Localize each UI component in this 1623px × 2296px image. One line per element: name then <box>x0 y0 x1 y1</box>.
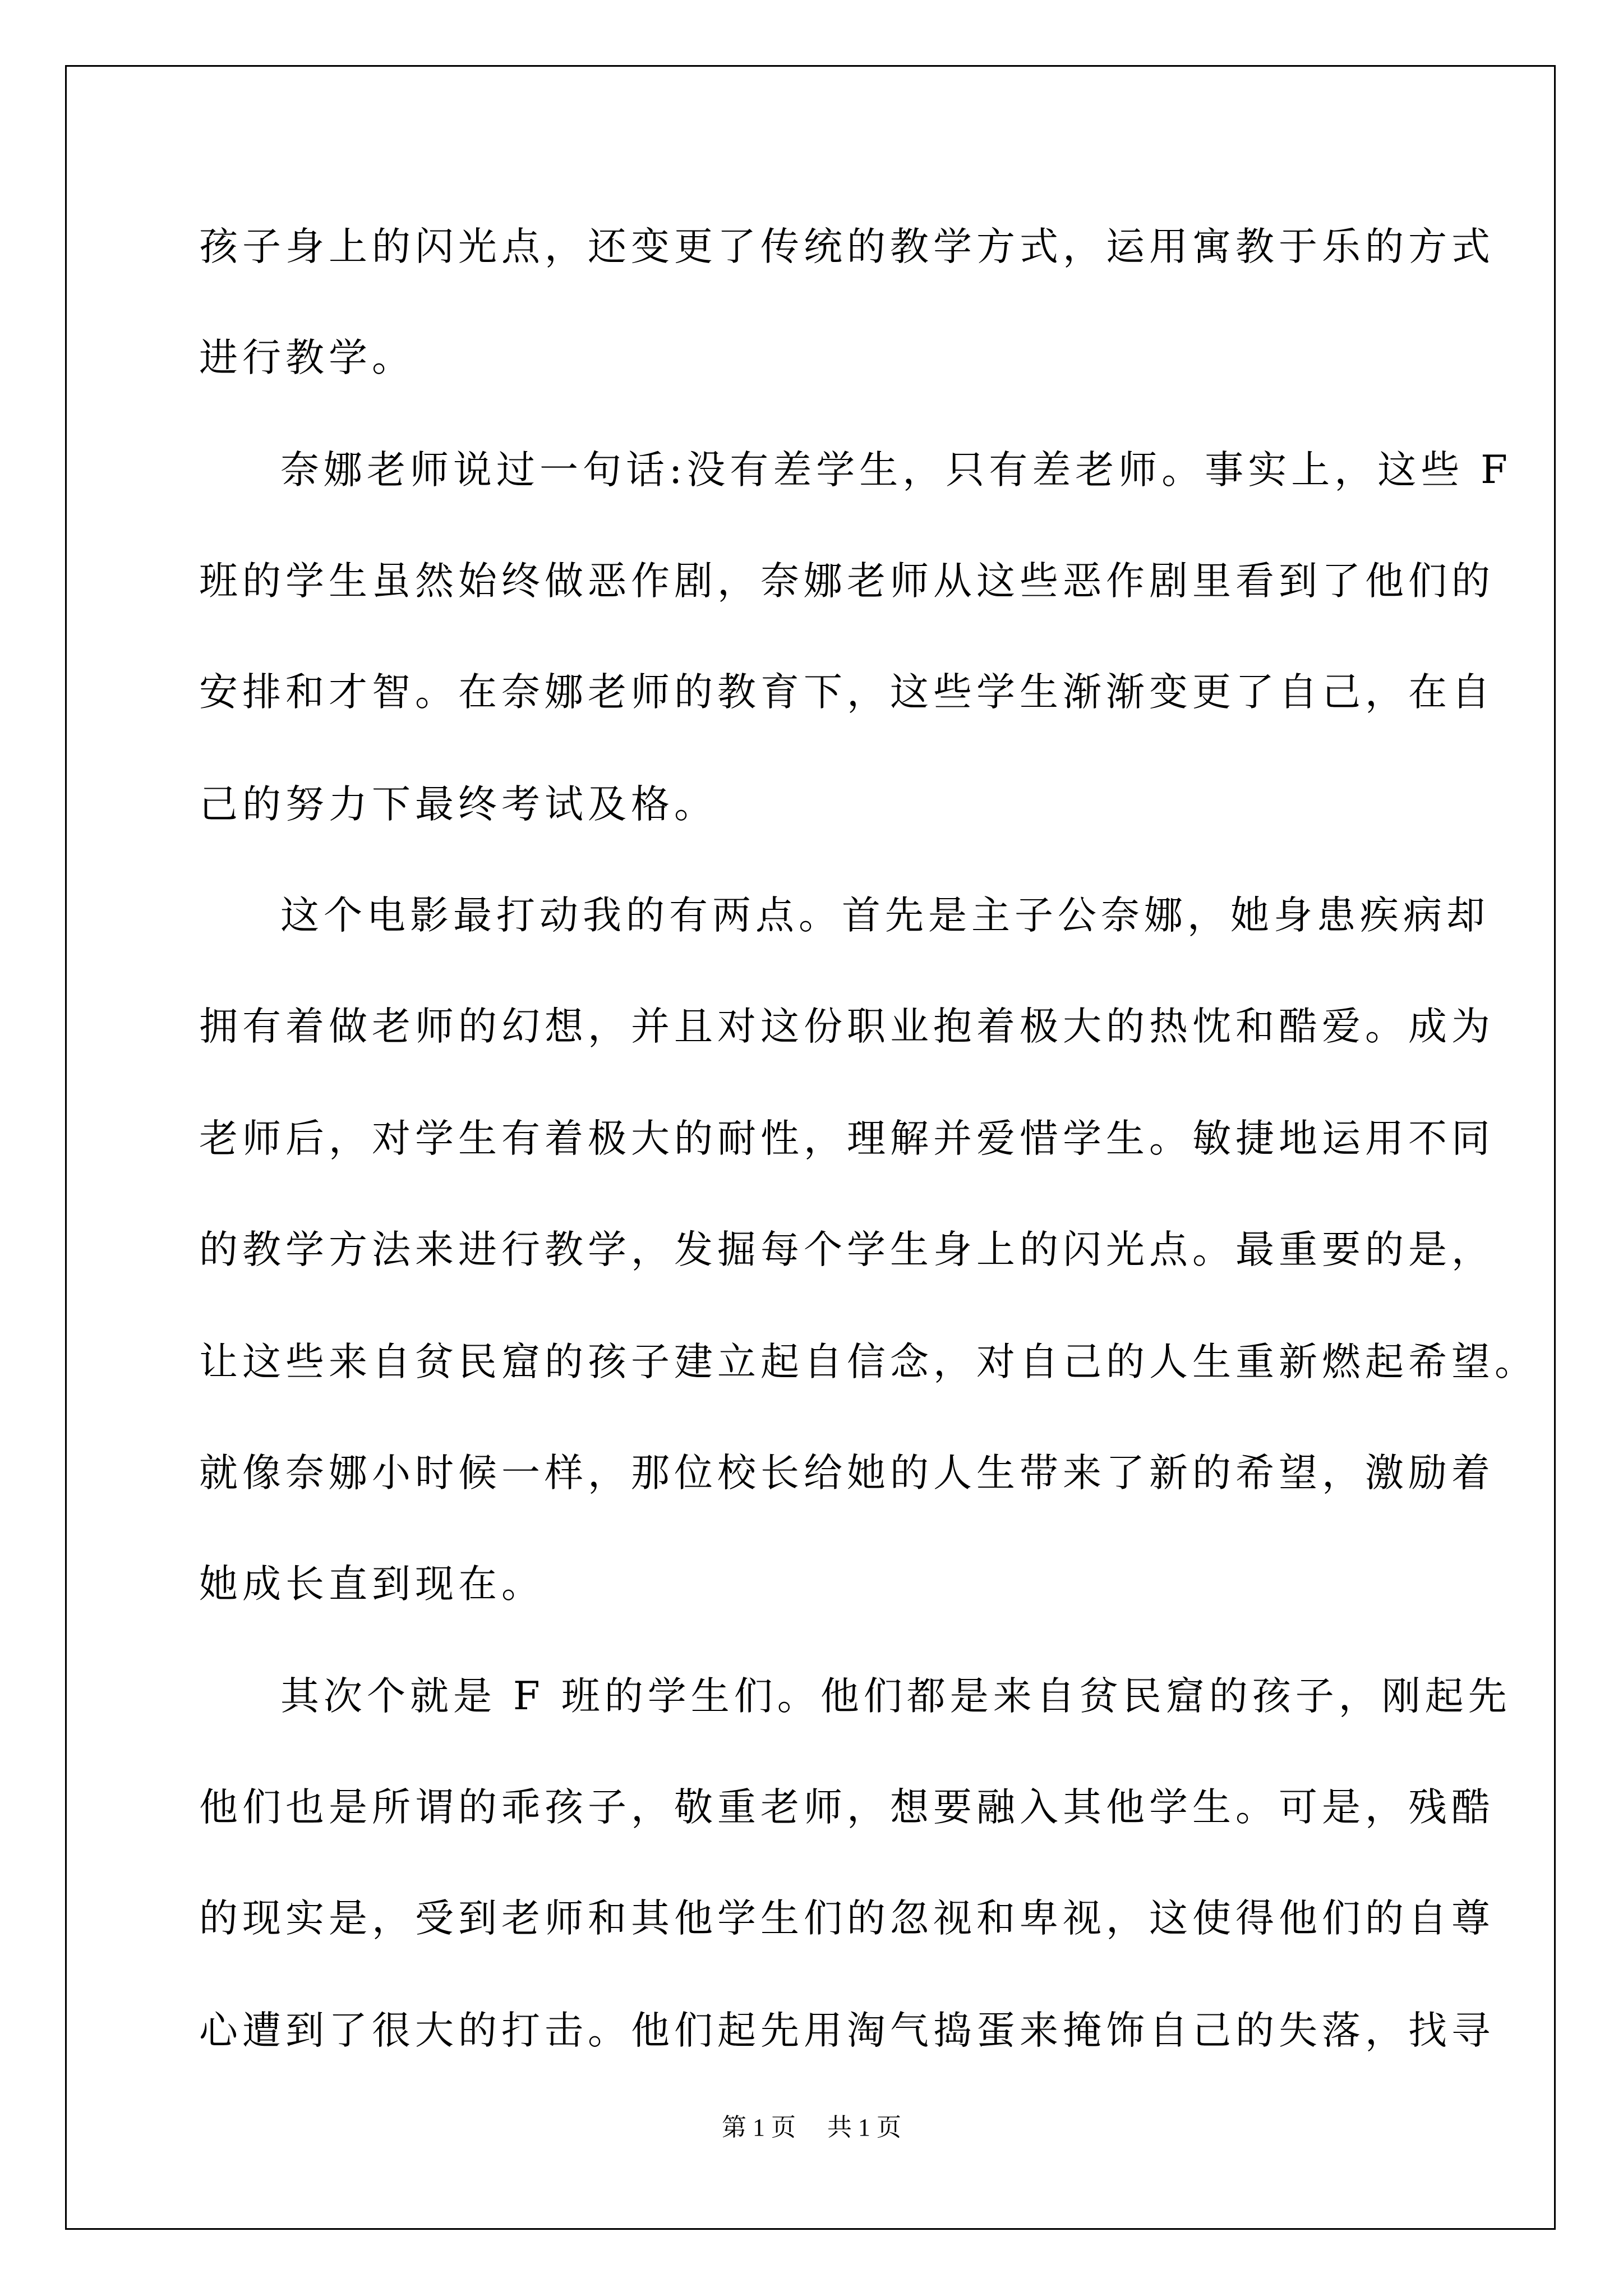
text-line: 安排和才智。在奈娜老师的教育下，这些学生渐渐变更了自己，在自 <box>199 670 1495 715</box>
text-line: 他们也是所谓的乖孩子，敬重老师，想要融入其他学生。可是，残酷 <box>199 1785 1495 1830</box>
text-line: 的教学方法来进行教学，发掘每个学生身上的闪光点。最重要的是， <box>199 1227 1495 1272</box>
text-line: 心遭到了很大的打击。他们起先用淘气捣蛋来掩饰自己的失落，找寻 <box>199 2008 1495 2053</box>
text-line: 孩子身上的闪光点，还变更了传统的教学方式，运用寓教于乐的方式 <box>199 224 1495 269</box>
text-line: 班的学生虽然始终做恶作剧，奈娜老师从这些恶作剧里看到了他们的 <box>199 559 1495 604</box>
total-pages-label: 共 1 页 <box>827 2114 901 2141</box>
text-line: 的现实是，受到老师和其他学生们的忽视和卑视，这使得他们的自尊 <box>199 1896 1495 1941</box>
text-line: 其次个就是 F 班的学生们。他们都是来自贫民窟的孩子，刚起先 <box>280 1674 1511 1719</box>
text-line: 老师后，对学生有着极大的耐性，理解并爱惜学生。敏捷地运用不同 <box>199 1116 1495 1161</box>
text-line: 拥有着做老师的幻想，并且对这份职业抱着极大的热忱和酷爱。成为 <box>199 1004 1495 1049</box>
text-line: 这个电影最打动我的有两点。首先是主子公奈娜，她身患疾病却 <box>280 893 1490 938</box>
text-line: 她成长直到现在。 <box>199 1562 545 1607</box>
page-footer <box>0 2114 1623 2142</box>
text-line: 奈娜老师说过一句话:没有差学生，只有差老师。事实上，这些 F <box>280 448 1513 493</box>
text-line: 己的努力下最终考试及格。 <box>199 782 717 827</box>
text-line: 进行教学。 <box>199 335 415 380</box>
text-line: 就像奈娜小时候一样，那位校长给她的人生带来了新的希望，激励着 <box>199 1451 1495 1496</box>
text-line: 让这些来自贫民窟的孩子建立起自信念，对自己的人生重新燃起希望。 <box>199 1340 1538 1384</box>
current-page-label: 第 1 页 <box>722 2114 796 2141</box>
